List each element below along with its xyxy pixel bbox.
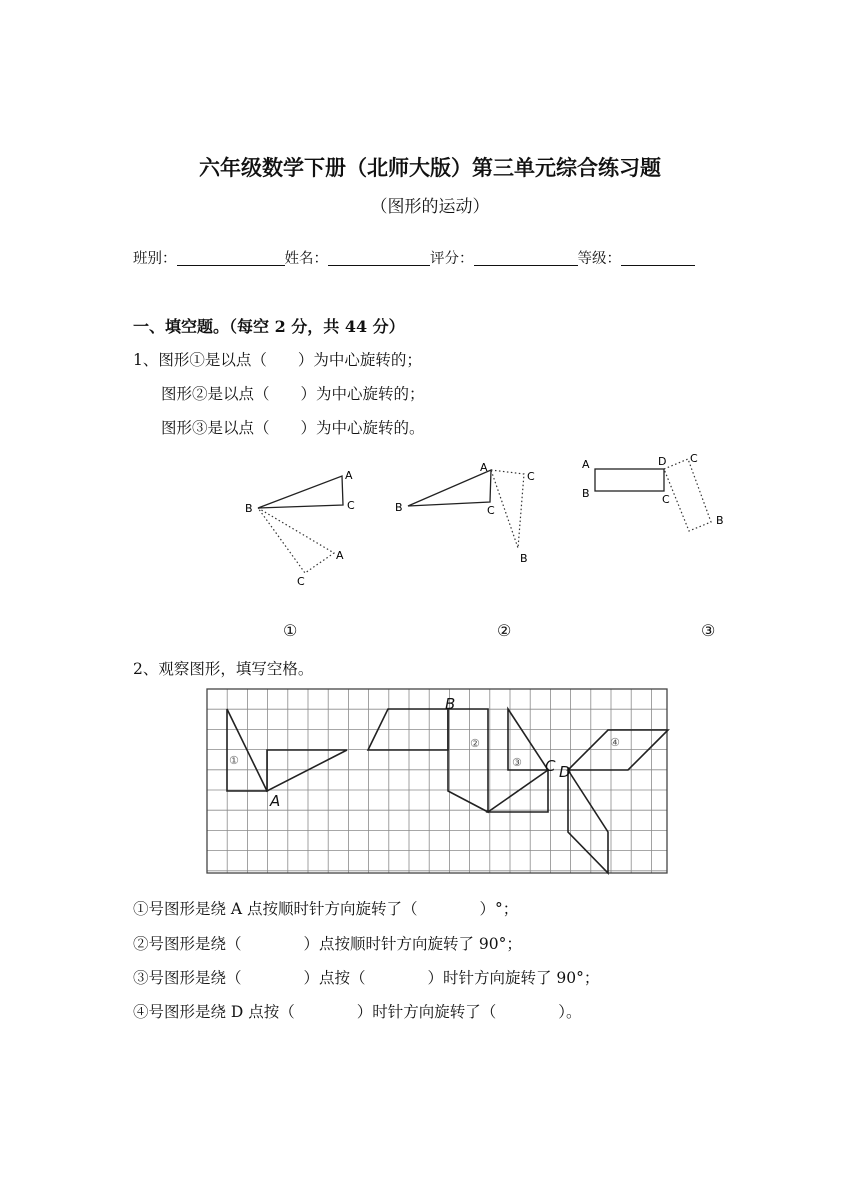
fig3-rect-solid <box>595 469 664 491</box>
grid-lines <box>207 689 667 873</box>
figure-1 <box>245 469 355 588</box>
fig1-label-b: B <box>245 502 253 515</box>
fig1-label-c: C <box>347 499 355 512</box>
grade-label: 等级： <box>577 251 621 267</box>
fig3-label-c: C <box>662 493 670 506</box>
shape-1-rotated-triangle <box>267 750 347 791</box>
grid-label-a: A <box>270 792 281 810</box>
fig2-label-c2: C <box>527 470 535 483</box>
figure-2-label: ② <box>497 621 512 640</box>
score-label: 评分： <box>430 251 474 267</box>
q1-line2: 图形②是以点（ ）为中心旋转的； <box>161 385 425 403</box>
fig1-triangle-solid <box>258 476 343 508</box>
figure-2 <box>395 461 535 565</box>
grid-num-1: ① <box>229 754 239 767</box>
shape-3-rotated-triangle <box>488 770 548 812</box>
grid-num-2: ② <box>470 737 480 750</box>
figure-1-label: ① <box>283 621 298 640</box>
fig2-label-c: C <box>487 504 495 517</box>
grid-num-4: ④ <box>610 736 620 749</box>
fig3-label-b: B <box>582 487 590 500</box>
grade-field[interactable] <box>621 249 695 266</box>
shape-2-rotated <box>448 709 488 812</box>
q2-line4: ④号图形是绕 D 点按（ ）时针方向旋转了（ ）。 <box>133 1003 582 1021</box>
fig1-label-c2: C <box>297 575 305 588</box>
q2-line3: ③号图形是绕（ ）点按（ ）时针方向旋转了 90°； <box>133 969 600 987</box>
grid-point-labels <box>269 695 571 810</box>
page-title: 六年级数学下册（北师大版）第三单元综合练习题 <box>199 155 661 180</box>
fig3-label-b2: B <box>716 514 724 527</box>
figure-3 <box>582 452 724 531</box>
q2-line2: ②号图形是绕（ ）点按顺时针方向旋转了 90°； <box>133 935 522 953</box>
fig1-label-a: A <box>345 469 353 482</box>
student-info-row <box>133 247 695 268</box>
fig2-label-b: B <box>395 501 403 514</box>
q2-prompt: 2、观察图形，填写空格。 <box>133 660 314 678</box>
name-field[interactable] <box>328 249 430 266</box>
section-heading: 一、填空题。（每空 2 分，共 44 分） <box>133 317 405 336</box>
shape-4-rotated <box>568 770 608 873</box>
q2-line1: ①号图形是绕 A 点按顺时针方向旋转了（ ）°； <box>133 900 519 918</box>
grid-label-b: B <box>445 695 456 713</box>
figure-3-label: ③ <box>701 621 716 640</box>
grid-shapes <box>227 709 668 873</box>
fig3-label-d: D <box>658 455 667 468</box>
page-subtitle: （图形的运动） <box>370 197 490 217</box>
fig3-label-a: A <box>582 458 590 471</box>
q1-line1: 1、图形①是以点（ ）为中心旋转的； <box>133 351 422 369</box>
fig2-triangle-dotted <box>491 470 524 548</box>
rotation-grid <box>205 685 672 875</box>
class-label: 班别： <box>133 251 177 267</box>
fig3-label-c2: C <box>690 452 698 465</box>
fig2-label-a: A <box>480 461 488 474</box>
fig2-triangle-solid <box>408 470 491 506</box>
class-field[interactable] <box>177 249 285 266</box>
grid-num-3: ③ <box>512 756 522 769</box>
fig1-triangle-dotted <box>258 508 334 573</box>
fig2-label-b2: B <box>520 552 528 565</box>
rotation-figures <box>230 440 740 600</box>
grid-label-c: C <box>545 757 556 775</box>
score-field[interactable] <box>474 249 578 266</box>
grid-border <box>207 689 667 873</box>
fig1-label-a2: A <box>336 549 344 562</box>
q1-line3: 图形③是以点（ ）为中心旋转的。 <box>161 419 425 437</box>
grid-label-d: D <box>559 763 571 781</box>
fig3-rect-dotted <box>664 459 711 531</box>
name-label: 姓名： <box>284 251 328 267</box>
